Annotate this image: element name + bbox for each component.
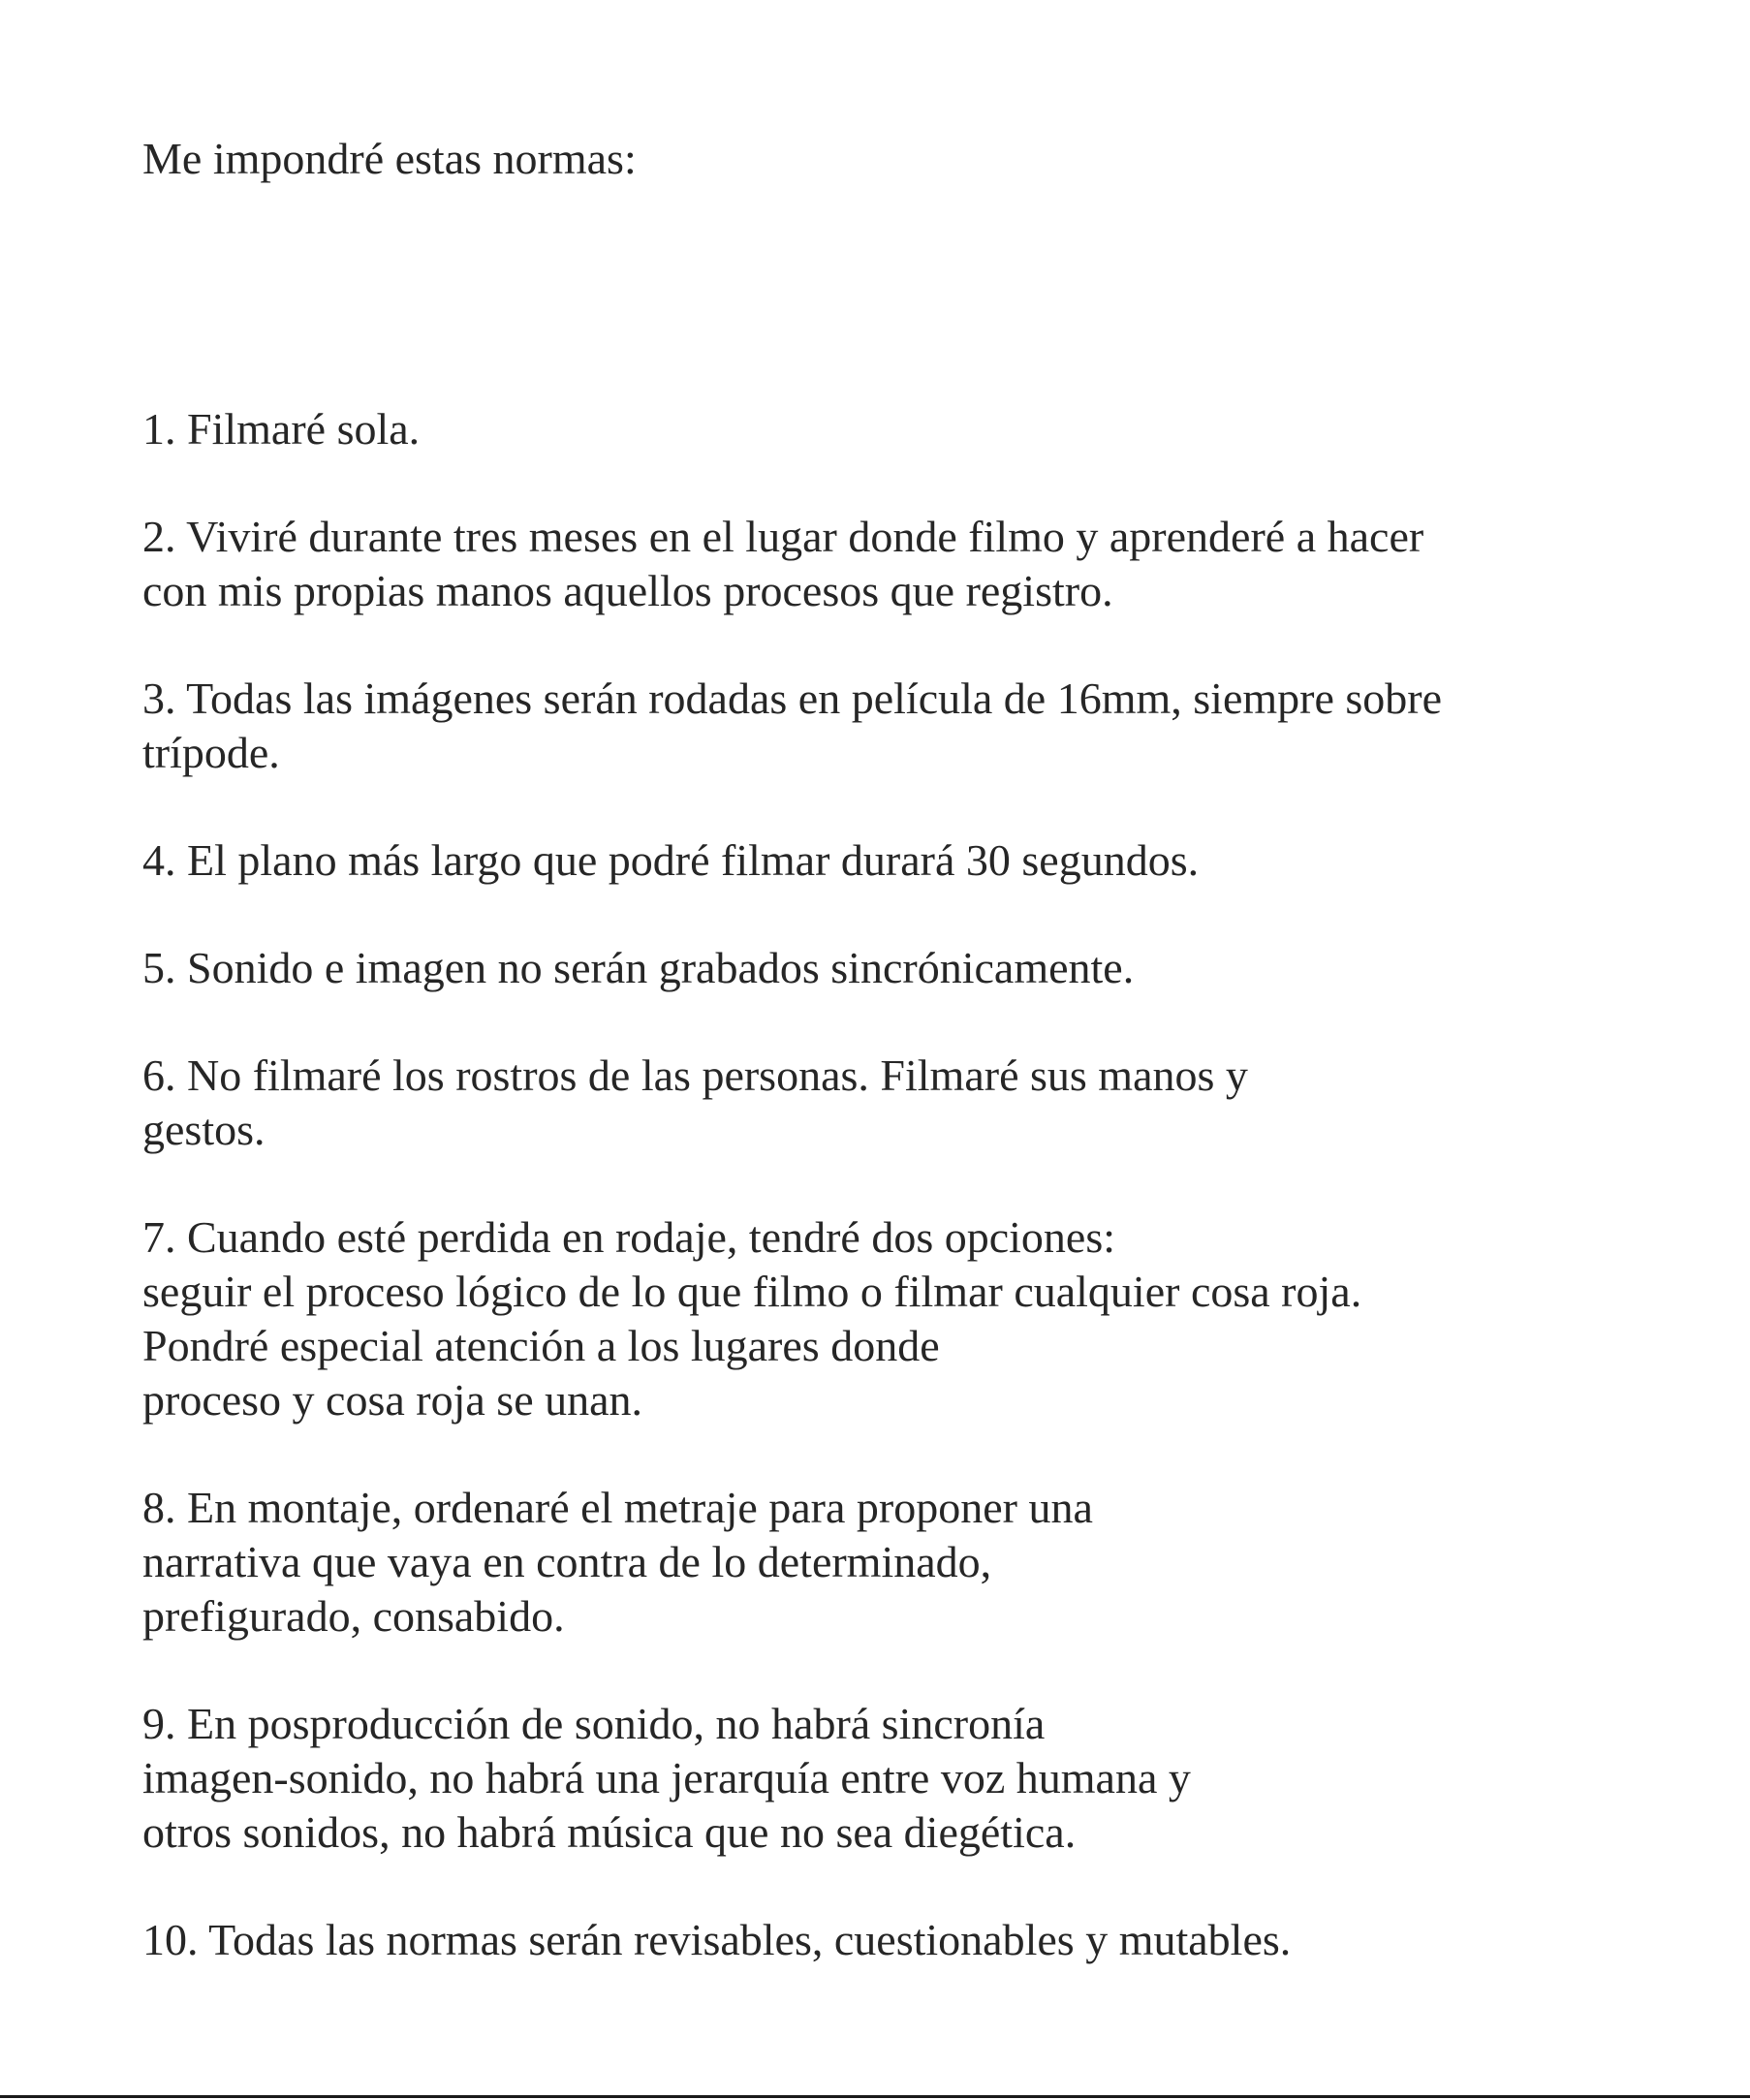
rule-line: 8. En montaje, ordenaré el metraje para proponer una (142, 1483, 1093, 1532)
rule-item (142, 402, 1442, 456)
rule-line: narrativa que vaya en contra de lo determinado, (142, 1537, 992, 1586)
rule-line: 2. Viviré durante tres meses en el lugar donde filmo y aprenderé a hacer (142, 512, 1424, 561)
rule-item (142, 1210, 1442, 1427)
rule-item (142, 833, 1442, 888)
rule-line: 6. No filmaré los rostros de las personas. Filmaré sus manos y (142, 1050, 1248, 1100)
rule-item (142, 1913, 1442, 1967)
rule-item (142, 672, 1442, 780)
rule-line: otros sonidos, no habrá música que no sea diegética. (142, 1807, 1077, 1857)
rule-line: prefigurado, consabido. (142, 1591, 565, 1641)
rule-line: 1. Filmaré sola. (142, 404, 421, 454)
rule-line: seguir el proceso lógico de lo que filmo o filmar cualquier cosa roja. (142, 1267, 1362, 1316)
rule-item (142, 510, 1442, 618)
rule-item (142, 1049, 1442, 1157)
page-bottom-divider (0, 2095, 1750, 2098)
rule-line: 9. En posproducción de sonido, no habrá sincronía (142, 1699, 1046, 1748)
rules-list (142, 402, 1442, 2021)
rule-line: 4. El plano más largo que podré filmar durará 30 segundos. (142, 835, 1200, 885)
rule-item (142, 941, 1442, 995)
rule-line: imagen-sonido, no habrá una jerarquía entre voz humana y (142, 1753, 1191, 1802)
rule-line: proceso y cosa roja se unan. (142, 1375, 643, 1425)
rule-line: 10. Todas las normas serán revisables, cuestionables y mutables. (142, 1915, 1292, 1964)
rule-line: con mis propias manos aquellos procesos que registro. (142, 566, 1113, 615)
intro-text: Me impondré estas normas: (142, 134, 637, 183)
rule-line: 5. Sonido e imagen no serán grabados sincrónicamente. (142, 943, 1135, 992)
rule-line: gestos. (142, 1105, 266, 1154)
rule-item (142, 1697, 1442, 1860)
rule-line: 3. Todas las imágenes serán rodadas en película de 16mm, siempre sobre (142, 674, 1443, 723)
rule-item (142, 1481, 1442, 1644)
rule-line: 7. Cuando esté perdida en rodaje, tendré dos opciones: (142, 1212, 1116, 1262)
rule-line: trípode. (142, 728, 280, 777)
rule-line: Pondré especial atención a los lugares donde (142, 1321, 940, 1370)
